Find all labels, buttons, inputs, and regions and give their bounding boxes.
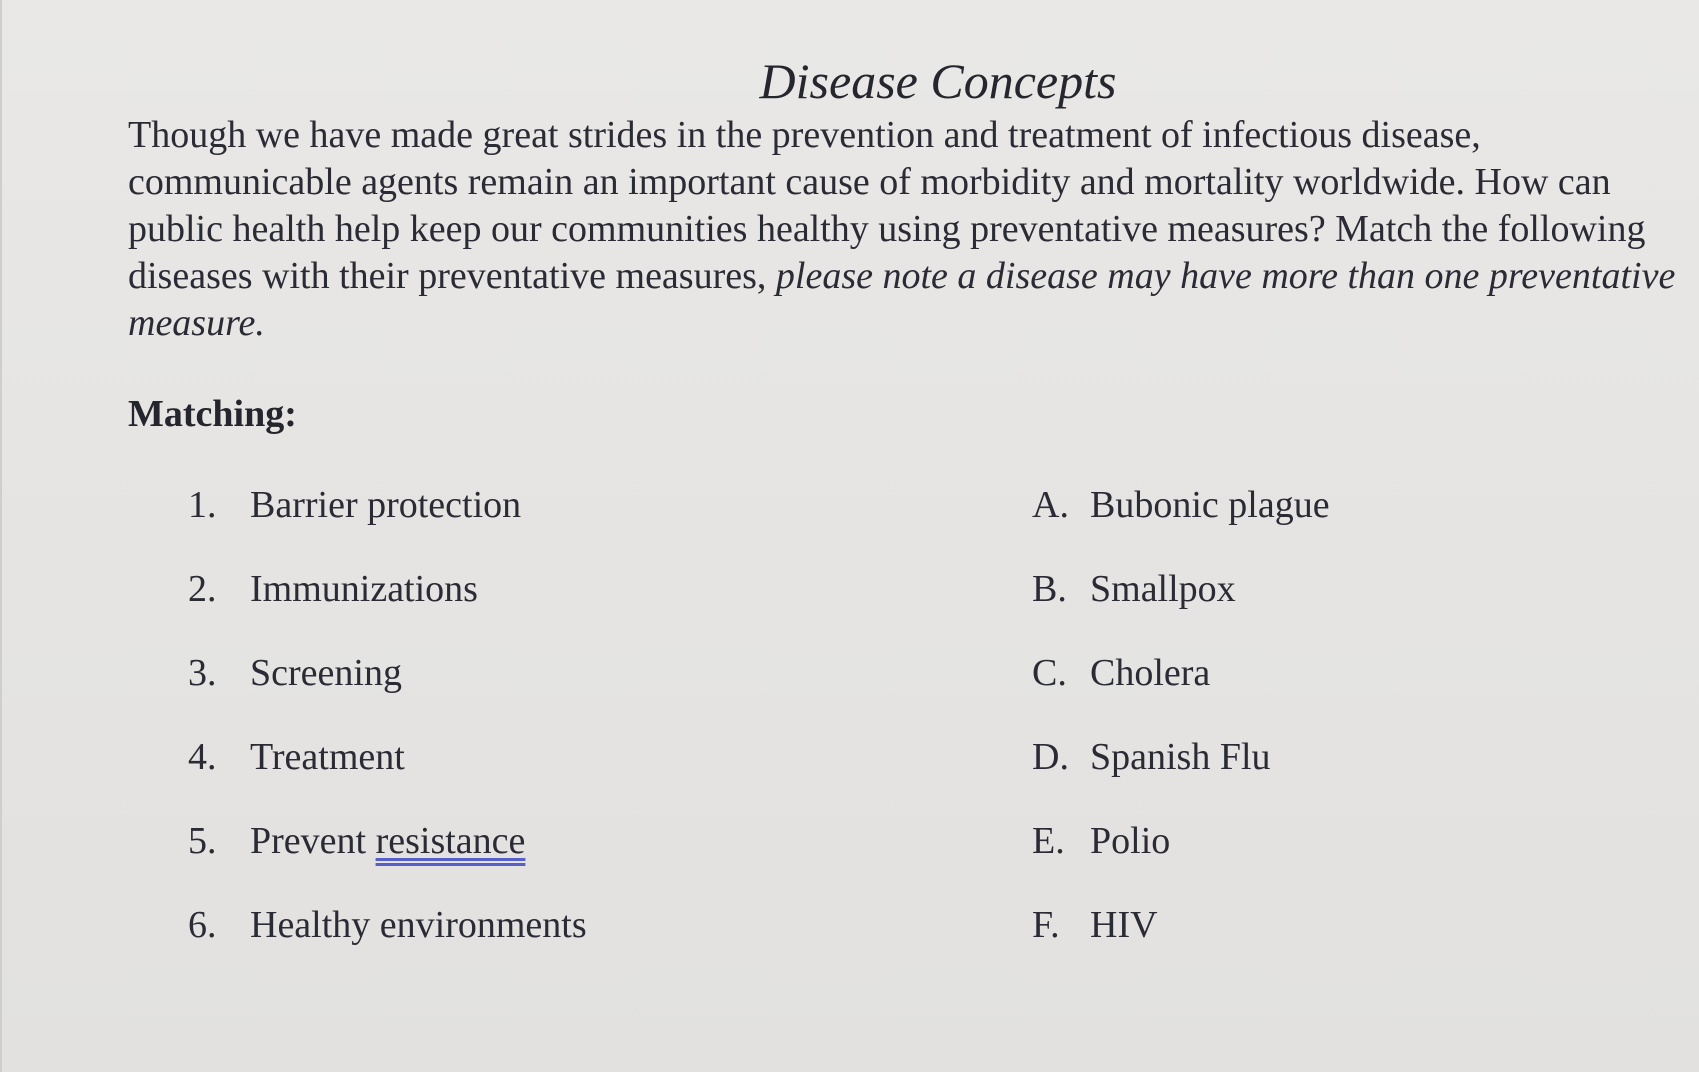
title-text: Disease Concepts xyxy=(759,53,1117,109)
disease-label: Bubonic plague xyxy=(1090,484,1330,526)
list-marker: D. xyxy=(1032,736,1069,778)
list-marker: 1. xyxy=(188,484,217,526)
diseases-list xyxy=(1032,482,1330,986)
measure-label: Barrier protection xyxy=(250,484,522,526)
list-marker: B. xyxy=(1032,568,1067,610)
matching-heading: Matching: xyxy=(128,393,297,435)
list-marker: 6. xyxy=(188,904,217,946)
disease-item xyxy=(1032,482,1330,566)
measure-label: Prevent xyxy=(250,820,376,862)
intro-text: Though we have made great strides in the prevention and treatment of infectious disease, communicable agents remain an important cause of morbidity and mortality worldwide. How can public health help keep our communities healthy using preventative measures? Match the following diseases with their preventative measures, xyxy=(128,114,1646,297)
disease-label: Cholera xyxy=(1090,652,1211,694)
spellcheck-flagged-word[interactable]: resistance xyxy=(375,820,526,862)
disease-item xyxy=(1032,818,1330,902)
matching-columns xyxy=(128,482,1688,1002)
list-marker: E. xyxy=(1032,820,1065,862)
list-marker: F. xyxy=(1032,904,1060,946)
disease-item xyxy=(1032,902,1330,986)
intro-paragraph xyxy=(128,112,1688,347)
disease-item xyxy=(1032,650,1330,734)
measure-label: Immunizations xyxy=(250,568,478,610)
list-marker: 5. xyxy=(188,820,217,862)
disease-item xyxy=(1032,734,1330,818)
measure-label: Treatment xyxy=(250,736,405,778)
list-marker: 2. xyxy=(188,568,217,610)
measure-label: Screening xyxy=(250,652,402,694)
list-marker: 3. xyxy=(188,652,217,694)
measures-list xyxy=(188,482,587,986)
disease-label: Smallpox xyxy=(1090,568,1236,610)
page-title xyxy=(128,50,1699,112)
measure-item xyxy=(188,902,587,986)
list-marker: A. xyxy=(1032,484,1069,526)
measure-item xyxy=(188,650,587,734)
intro-italic-note: please note a disease may have more than one preventative measure. xyxy=(128,255,1676,344)
disease-label: Spanish Flu xyxy=(1090,736,1271,778)
document-body xyxy=(128,50,1688,946)
list-marker: C. xyxy=(1032,652,1067,694)
disease-label: Polio xyxy=(1090,820,1171,862)
disease-label: HIV xyxy=(1090,904,1158,946)
measure-item xyxy=(188,482,587,566)
measure-item xyxy=(188,818,587,902)
list-marker: 4. xyxy=(188,736,217,778)
disease-item xyxy=(1032,566,1330,650)
measure-item xyxy=(188,734,587,818)
measure-item xyxy=(188,566,587,650)
measure-label: Healthy environments xyxy=(250,904,587,946)
